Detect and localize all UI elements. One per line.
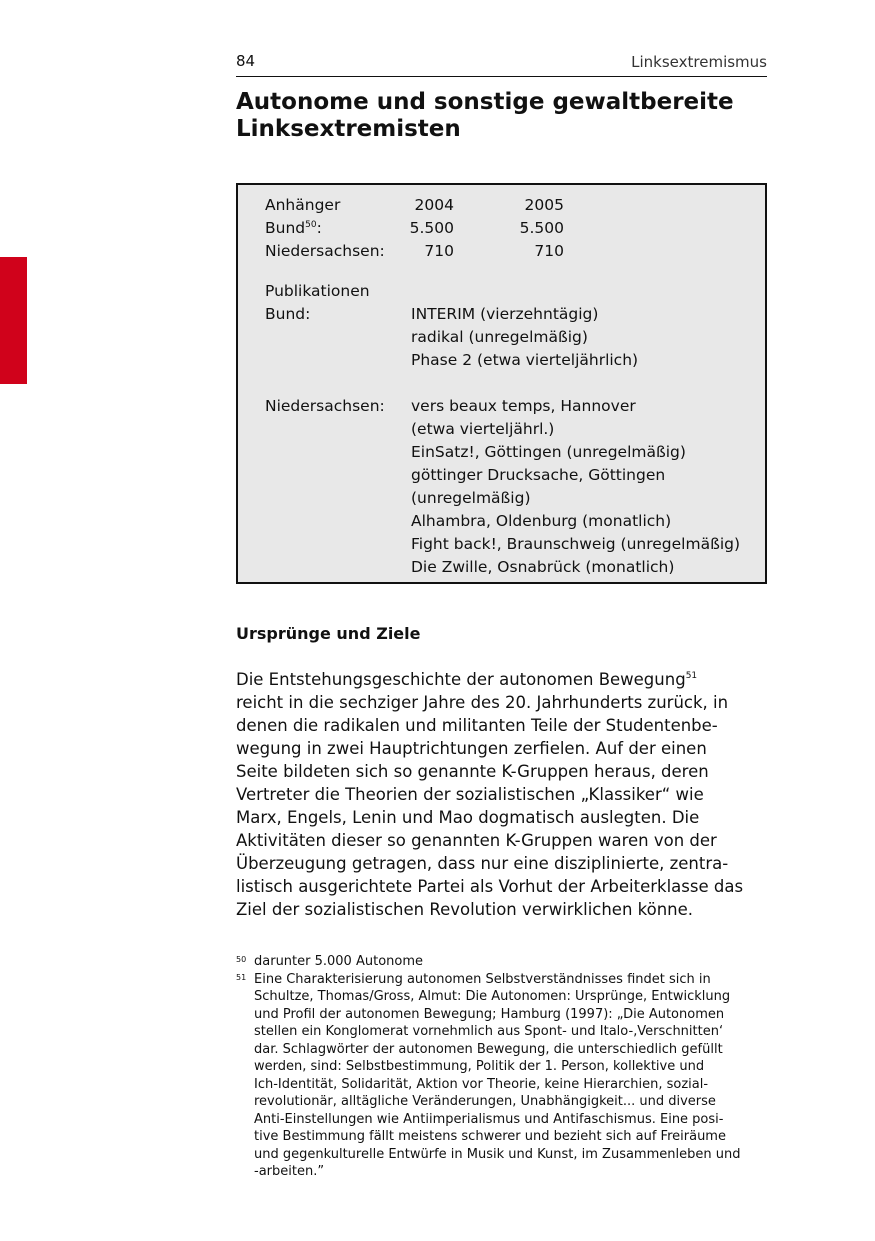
publication-item: göttinger Drucksache, Göttingen — [411, 466, 666, 484]
publication-item: vers beaux temps, Hannover — [411, 397, 636, 415]
publication-item: (etwa vierteljährl.) — [411, 420, 555, 438]
pub-bund-label: Bund: — [265, 305, 311, 323]
publication-item: Fight back!, Braunschweig (unregelmäßig) — [411, 535, 741, 553]
publication-item: Die Zwille, Osnabrück (monatlich) — [411, 558, 675, 576]
footnote-line: werden, sind: Selbstbestimmung, Politik der 1. Person, kollektive und — [254, 1059, 705, 1074]
pub-niedersachsen-label: Niedersachsen: — [265, 397, 385, 415]
paragraph-line: Seite bildeten sich so genannte K-Gruppen heraus, deren — [236, 762, 709, 781]
niedersachsen-2004-value: 710 — [424, 242, 454, 260]
bund-2005-value: 5.500 — [519, 219, 564, 237]
footnote-line: dar. Schlagwörter der autonomen Bewegung, die unterschiedlich gefüllt — [254, 1041, 723, 1057]
footnote-ref-51: 51 — [685, 671, 698, 681]
bund-2004-value: 5.500 — [409, 219, 454, 237]
footnote-mark: 51 — [236, 972, 247, 982]
footnote-line: Schultze, Thomas/Gross, Almut: Die Autonomen: Ursprünge, Entwicklung — [254, 989, 731, 1004]
body-paragraph — [236, 665, 776, 921]
niedersachsen-2005-value: 710 — [534, 242, 564, 260]
publication-item: Phase 2 (etwa vierteljährlich) — [411, 351, 639, 369]
publications-label: Publikationen — [265, 282, 370, 300]
footnote-line: und gegenkulturelle Entwürfe in Musik und Kunst, im Zusammenleben und — [254, 1146, 741, 1162]
year-2005-header: 2005 — [524, 196, 564, 214]
page-title — [236, 89, 776, 143]
supporters-label: Anhänger — [265, 196, 341, 214]
footnote-line: stellen ein Konglomerat vornehmlich aus Spont- und Italo-‚Verschnitten‘ — [254, 1024, 724, 1039]
statistics-infobox — [236, 183, 767, 584]
chapter-tab-marker — [0, 257, 27, 384]
publication-item: radikal (unregelmäßig) — [411, 328, 588, 346]
paragraph-line: Vertreter die Theorien der sozialistischen „Klassiker“ wie — [236, 785, 704, 804]
publication-item: Alhambra, Oldenburg (monatlich) — [411, 512, 672, 530]
footnote-50 — [236, 953, 776, 971]
title-line-1: Autonome und sonstige gewaltbereite — [236, 89, 734, 115]
running-head: Linksextremismus — [631, 53, 767, 71]
publication-item: INTERIM (vierzehntägig) — [411, 305, 599, 323]
bund-label: Bund$^{50}$: — [265, 219, 322, 237]
footnote-line: darunter 5.000 Autonome — [254, 954, 423, 969]
year-2004-header: 2004 — [414, 196, 454, 214]
paragraph-line: Marx, Engels, Lenin und Mao dogmatisch auslegten. Die — [236, 808, 700, 827]
footnote-line: Ich-Identität, Solidarität, Aktion vor Theorie, keine Hierarchien, sozial- — [254, 1076, 709, 1092]
footnote-line: -arbeiten.” — [254, 1164, 325, 1179]
section-heading: Ursprünge und Ziele — [236, 624, 421, 643]
page-header — [236, 52, 767, 77]
footnote-line: Anti-Einstellungen wie Antiimperialismus und Antifaschismus. Eine posi- — [254, 1111, 724, 1127]
footnotes — [236, 953, 776, 1181]
page-number: 84 — [236, 52, 256, 70]
paragraph-line: Die Entstehungsgeschichte der autonomen Bewegung$^{51}$ — [236, 670, 698, 689]
paragraph-line: denen die radikalen und militanten Teile der Studentenbe- — [236, 716, 718, 735]
paragraph-line: Überzeugung getragen, dass nur eine disziplinierte, zentra- — [236, 854, 729, 873]
paragraph-line: listisch ausgerichtete Partei als Vorhut der Arbeiterklasse das — [236, 877, 744, 896]
footnote-ref-50: 50 — [305, 220, 317, 230]
footnote-mark: 50 — [236, 955, 247, 964]
footnote-line: tive Bestimmung fällt meistens schwerer und bezieht sich auf Freiräume — [254, 1129, 726, 1144]
publication-item: EinSatz!, Göttingen (unregelmäßig) — [411, 443, 686, 461]
footnote-line: Eine Charakterisierung autonomen Selbstverständnisses findet sich in — [254, 971, 711, 987]
footnote-line: und Profil der autonomen Bewegung; Hamburg (1997): „Die Autonomen — [254, 1006, 725, 1022]
niedersachsen-label: Niedersachsen: — [265, 242, 385, 260]
paragraph-line: Aktivitäten dieser so genannten K-Gruppen waren von der — [236, 831, 717, 850]
footnote-51 — [236, 971, 776, 1181]
paragraph-line: reicht in die sechziger Jahre des 20. Jahrhunderts zurück, in — [236, 693, 729, 712]
publication-item: (unregelmäßig) — [411, 489, 531, 507]
title-line-2: Linksextremisten — [236, 116, 461, 142]
footnote-line: revolutionär, alltägliche Veränderungen, Unabhängigkeit... und diverse — [254, 1094, 716, 1109]
paragraph-line: wegung in zwei Hauptrichtungen zerfielen. Auf der einen — [236, 739, 707, 758]
paragraph-line: Ziel der sozialistischen Revolution verwirklichen könne. — [236, 900, 694, 919]
